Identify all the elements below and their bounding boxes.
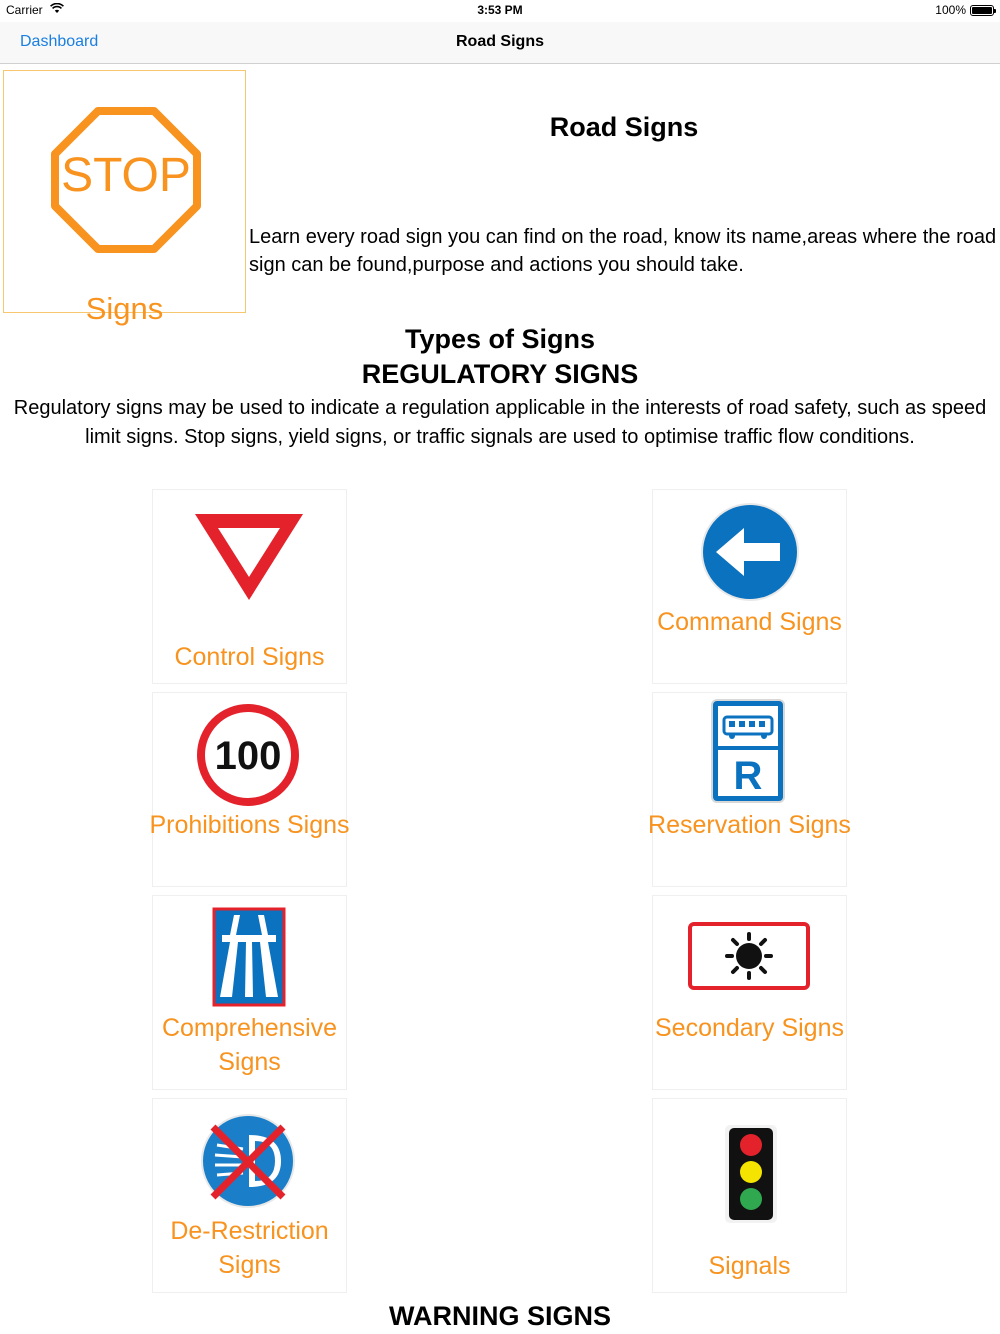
category-tile-comprehensive-signs[interactable] [152, 895, 347, 1090]
headlight-derestriction-icon [197, 1113, 299, 1209]
bus-reservation-icon [710, 698, 786, 804]
regulatory-signs-title: REGULATORY SIGNS [361, 359, 639, 389]
navigation-bar [0, 22, 1000, 64]
speed-limit-icon [197, 704, 299, 806]
page-title: Road Signs [455, 33, 544, 50]
intro-heading: Road Signs [549, 112, 699, 142]
category-label: Command Signs [657, 608, 842, 636]
category-tile-reservation-signs[interactable] [648, 692, 851, 887]
category-label: Secondary Signs [654, 1014, 844, 1042]
category-label: Reservation Signs [648, 811, 851, 839]
category-tile-prohibitions-signs[interactable] [149, 692, 350, 887]
hero-signs-logo [3, 70, 246, 326]
clock: 3:53 PM [477, 3, 523, 17]
speed-limit-value: 100 [214, 734, 282, 778]
sun-plate-icon [688, 922, 810, 990]
yield-icon [191, 510, 307, 604]
battery-percentage: 100% [935, 3, 966, 17]
stop-sign-icon [4, 71, 247, 314]
category-tile-control-signs[interactable] [152, 489, 347, 684]
left-arrow-command-icon [700, 502, 800, 602]
category-tile-command-signs[interactable] [652, 489, 847, 684]
reservation-letter: R [733, 754, 763, 798]
battery-icon [970, 5, 994, 16]
intro-description: Learn every road sign you can find on the road, know its name,areas where the road sign can be found,purpose and actions you should take. [249, 226, 997, 276]
back-button[interactable]: Dashboard [20, 33, 99, 50]
category-tile-signals[interactable] [652, 1098, 847, 1293]
carrier-label: Carrier [6, 3, 43, 17]
warning-signs-title: WARNING SIGNS [388, 1301, 611, 1331]
category-label: De-Restriction Signs [170, 1217, 329, 1279]
category-label: Control Signs [174, 643, 325, 671]
stop-sign-text: STOP [61, 149, 191, 202]
types-of-signs-title: Types of Signs [404, 324, 596, 354]
category-tile-de-restriction-signs[interactable] [152, 1098, 347, 1293]
category-tile-secondary-signs[interactable] [652, 895, 847, 1090]
status-bar [0, 0, 1000, 22]
regulatory-signs-description: Regulatory signs may be used to indicate a regulation applicable in the interests of road safety, such as speed limit signs. Stop signs, yield signs, or traffic signals are used to optimise traffic flow conditions. [13, 397, 987, 448]
hero-label: Signs [85, 291, 164, 326]
traffic-light-icon [723, 1123, 779, 1225]
category-label: Comprehensive Signs [161, 1014, 338, 1076]
category-label: Signals [708, 1252, 791, 1280]
category-label: Prohibitions Signs [149, 811, 350, 839]
freeway-icon [212, 907, 286, 1007]
